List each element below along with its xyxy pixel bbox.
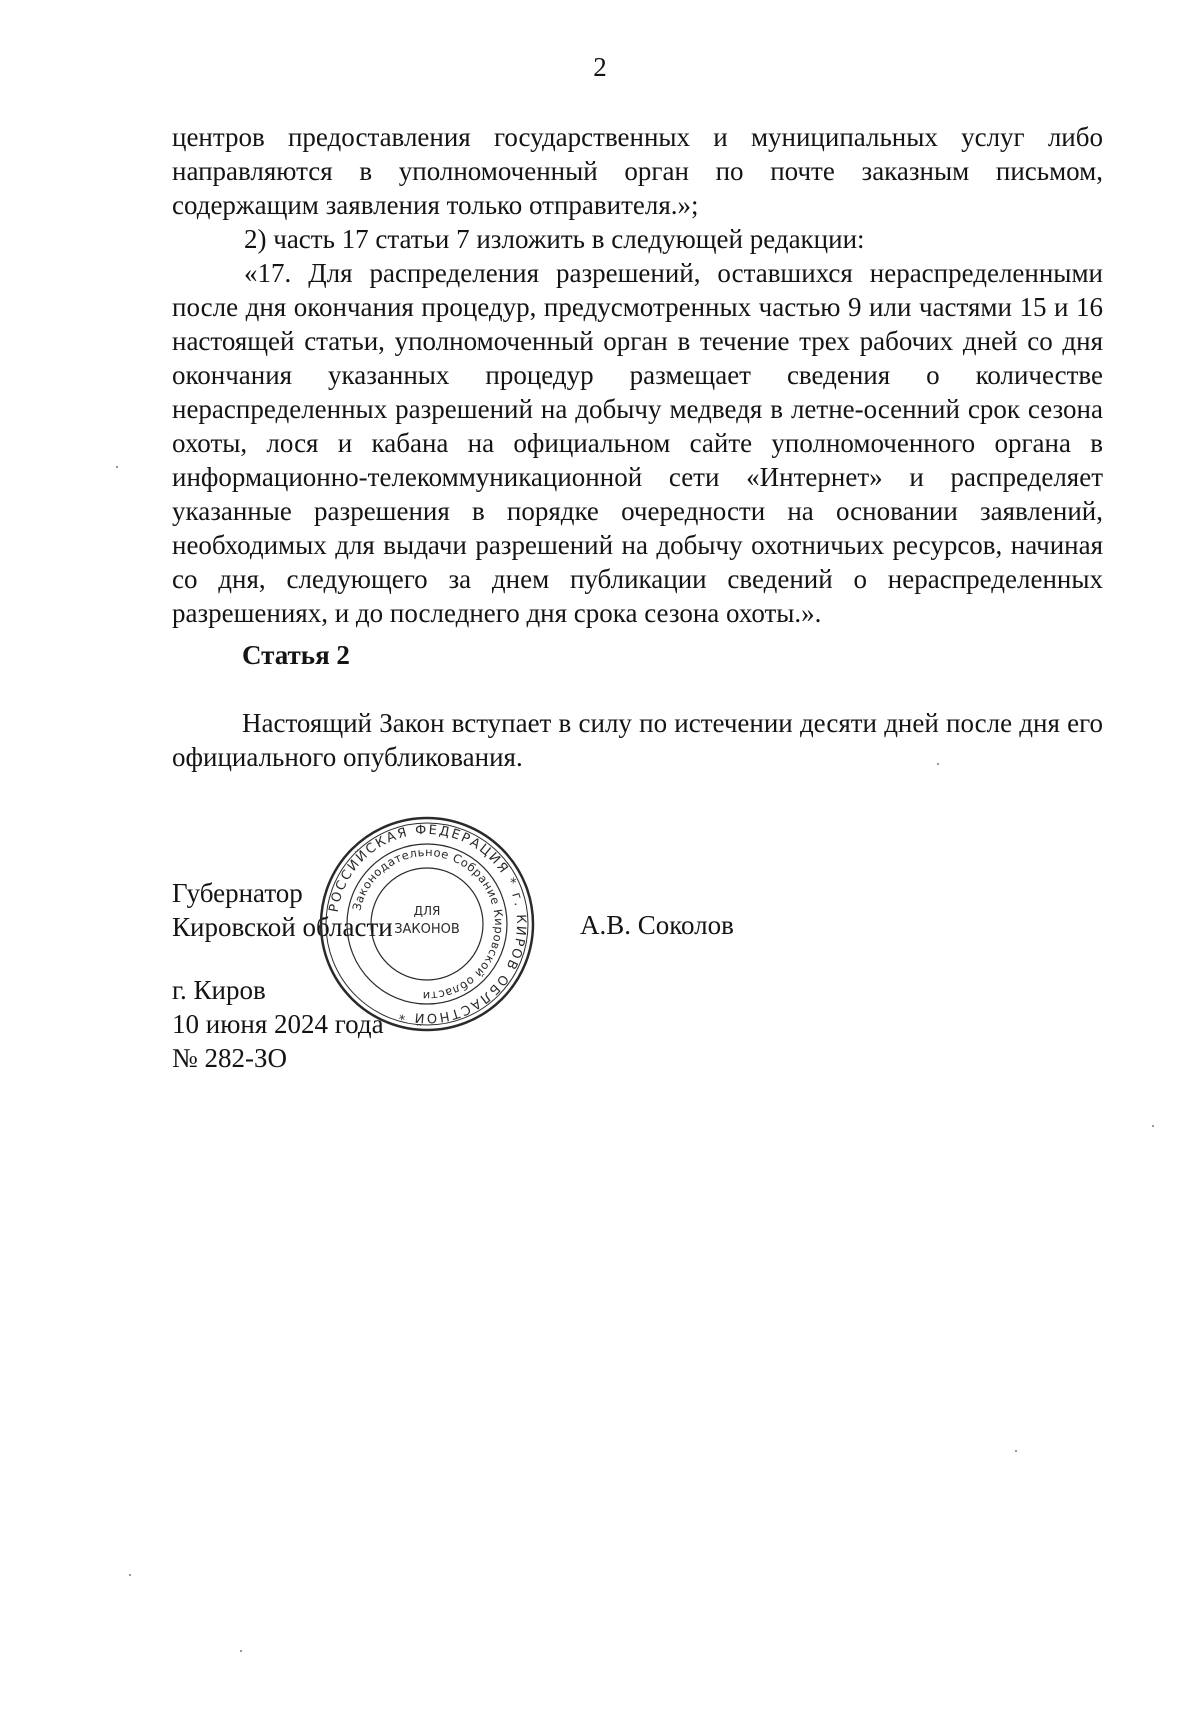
official-seal: [318, 815, 536, 1033]
signature-title-line2: Кировской области: [172, 912, 393, 942]
date: 10 июня 2024 года: [172, 1009, 384, 1039]
article-heading: Статья 2: [242, 640, 350, 670]
scan-speck: [240, 1650, 242, 1652]
seal-center-line1: ДЛЯ: [413, 904, 441, 918]
seal-inner-text: Законодательное Собрание Кировской области: [349, 844, 507, 1004]
seal-center-line2: ЗАКОНОВ: [394, 922, 460, 937]
scan-speck: [129, 1574, 131, 1576]
body-text: [172, 120, 1103, 630]
scan-speck: [1015, 1450, 1017, 1452]
paragraph-amendment-item: 2) часть 17 статьи 7 изложить в следующей редакции:: [244, 224, 865, 254]
scan-speck: [1152, 1125, 1154, 1127]
law-number: № 282-ЗО: [172, 1043, 288, 1073]
signature-name: А.В. Соколов: [580, 910, 734, 940]
signature-title-line1: Губернатор: [172, 878, 303, 908]
place: г. Киров: [172, 975, 266, 1005]
scan-speck: [116, 466, 118, 468]
page-number: 2: [593, 52, 607, 82]
paragraph-amendment-text: «17. Для распределения разрешений, оставшихся нераспределенными после дня окончания процедур, предусмотренных частью 9 или частями 15 и 16 настоящей статьи, уполномоченный орган в течение трех рабочих дней со дня окончания указанных процедур размещает сведения о количестве нераспределенных разрешений на добычу медведя в летне-осенний срок сезона охоты, лося и кабана на официальном сайте уполномоченного органа в информационно-телекоммуникационной сети «Интернет» и распределяет указанные разрешения в порядке очередности на основании заявлений, необходимых для выдачи разрешений на добычу охотничьих ресурсов, начиная со дня, следующего за днем публикации сведений о нераспределенных разрешениях, и до последнего дня срока сезона охоты.».: [172, 258, 1103, 628]
scan-speck: [937, 763, 939, 765]
seal-outer-text: РОССИЙСКАЯ ФЕДЕРАЦИЯ * г. КИРОВ ОБЛАСТНОЙ *: [326, 822, 529, 1026]
paragraph-continuation: центров предоставления государственных и муниципальных услуг либо направляются в уполномоченный орган по почте заказным письмом, содержащим заявления только отправителя.»;: [172, 122, 1103, 220]
final-paragraph: Настоящий Закон вступает в силу по истечении десяти дней после дня его официального опубликования.: [172, 708, 1103, 772]
